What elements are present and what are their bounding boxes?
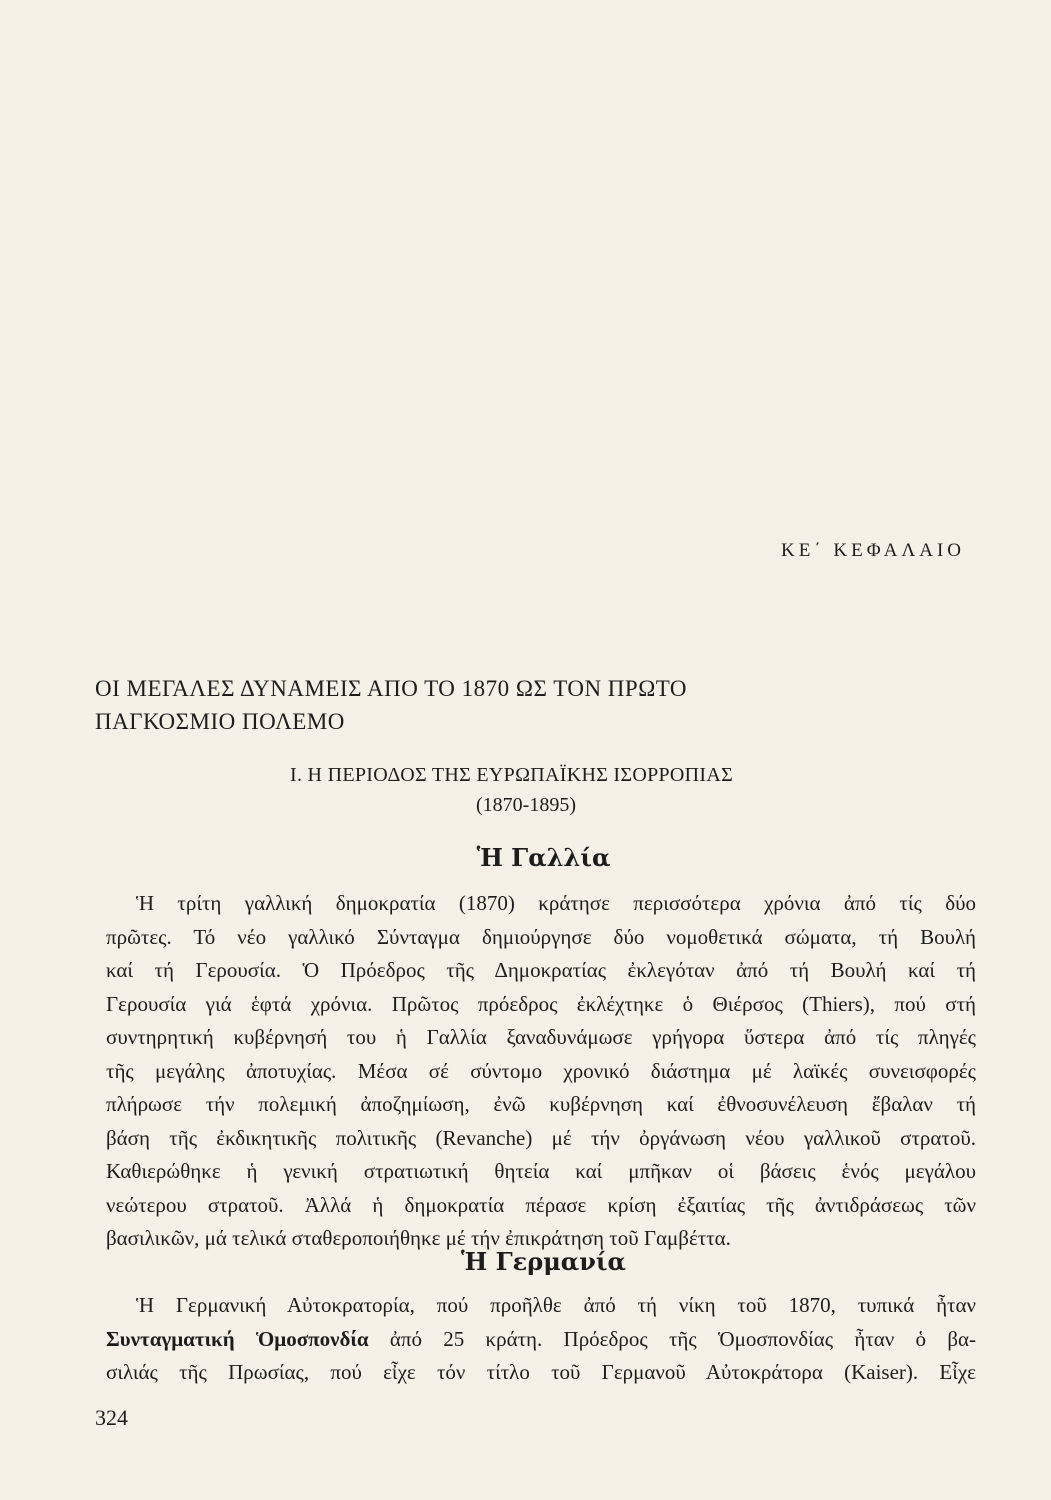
paragraph-line: βασιλικῶν, μά τελικά σταθεροποιήθηκε μέ τήν ἐπικράτηση τοῦ Γαμβέττα.: [106, 1226, 731, 1250]
paragraph-germany: [106, 1289, 976, 1390]
heading-germany: Ἡ Γερμανία: [461, 1247, 626, 1276]
paragraph-line: πρῶτες. Τό νέο γαλλικό Σύνταγμα δημιούργησε δύο νομοθετικά σώματα, τή Βουλή: [106, 924, 976, 949]
section-years: (1870-1895): [476, 794, 576, 816]
page-number: 324: [95, 1405, 128, 1430]
paragraph-line: νεώτερου στρατοῦ. Ἀλλά ἡ δημοκρατία πέρασε κρίση ἐξαιτίας τῆς ἀντιδράσεως τῶν: [106, 1192, 976, 1217]
paragraph-line: Ἡ τρίτη γαλλική δημοκρατία (1870) κράτησε περισσότερα χρόνια ἀπό τίς δύο: [136, 891, 976, 915]
bold-term: Συνταγματική Ὁμοσπονδία: [106, 1326, 369, 1351]
paragraph-line: τῆς μεγάλης ἀποτυχίας. Μέσα σέ σύντομο χρονικό διάστημα μέ λαϊκές συνεισφορές: [106, 1058, 976, 1083]
paragraph-line: συντηρητική κυβέρνησή του ἡ Γαλλία ξαναδυνάμωσε γρήγορα ὕστερα ἀπό τίς πληγές: [106, 1025, 976, 1049]
chapter-title: [95, 672, 915, 738]
chapter-title-line-2: ΠΑΓΚΟΣΜΙΟ ΠΟΛΕΜΟ: [95, 709, 345, 734]
paragraph-line: Ἡ Γερμανική Αὐτοκρατορία, πού προῆλθε ἀπό τή νίκη τοῦ 1870, τυπικά ἦταν: [136, 1293, 976, 1317]
paragraph-line: [106, 1323, 976, 1357]
line-rest: ἀπό 25 κράτη. Πρόεδρος τῆς Ὁμοσπονδίας ἦταν ὁ βα-: [368, 1326, 976, 1351]
paragraph-line: πλήρωσε τήν πολεμική ἀποζημίωση, ἐνῶ κυβέρνηση καί ἐθνοσυνέλευση ἔβαλαν τή: [106, 1092, 976, 1116]
section-title: Ι. Η ΠΕΡΙΟΔΟΣ ΤΗΣ ΕΥΡΩΠΑΪΚΗΣ ΙΣΟΡΡΟΠΙΑΣ: [290, 764, 734, 786]
chapter-label: ΚΕ΄ ΚΕΦΑΛΑΙΟ: [781, 540, 965, 561]
paragraph-line: Καθιερώθηκε ἡ γενική στρατιωτική θητεία καί μπῆκαν οἱ βάσεις ἑνός μεγάλου: [106, 1159, 976, 1183]
paragraph-line: καί τή Γερουσία. Ὁ Πρόεδρος τῆς Δημοκρατίας ἐκλεγόταν ἀπό τή Βουλή καί τή: [106, 958, 976, 982]
heading-france: Ἡ Γαλλία: [476, 843, 611, 872]
chapter-title-line-1: ΟΙ ΜΕΓΑΛΕΣ ΔΥΝΑΜΕΙΣ ΑΠΟ ΤΟ 1870 ΩΣ ΤΟΝ ΠΡΩΤΟ: [95, 676, 688, 701]
paragraph-france: [106, 887, 976, 1256]
paragraph-line: βάση τῆς ἐκδικητικῆς πολιτικῆς (Revanche) μέ τήν ὀργάνωση νέου γαλλικοῦ στρατοῦ.: [106, 1125, 976, 1150]
paragraph-line: σιλιάς τῆς Πρωσίας, πού εἶχε τόν τίτλο τοῦ Γερμανοῦ Αὐτοκράτορα (Kaiser). Εἶχε: [106, 1360, 976, 1384]
paragraph-line: Γερουσία γιά ἑφτά χρόνια. Πρῶτος πρόεδρος ἐκλέχτηκε ὁ Θιέρσος (Thiers), πού στή: [106, 991, 976, 1016]
